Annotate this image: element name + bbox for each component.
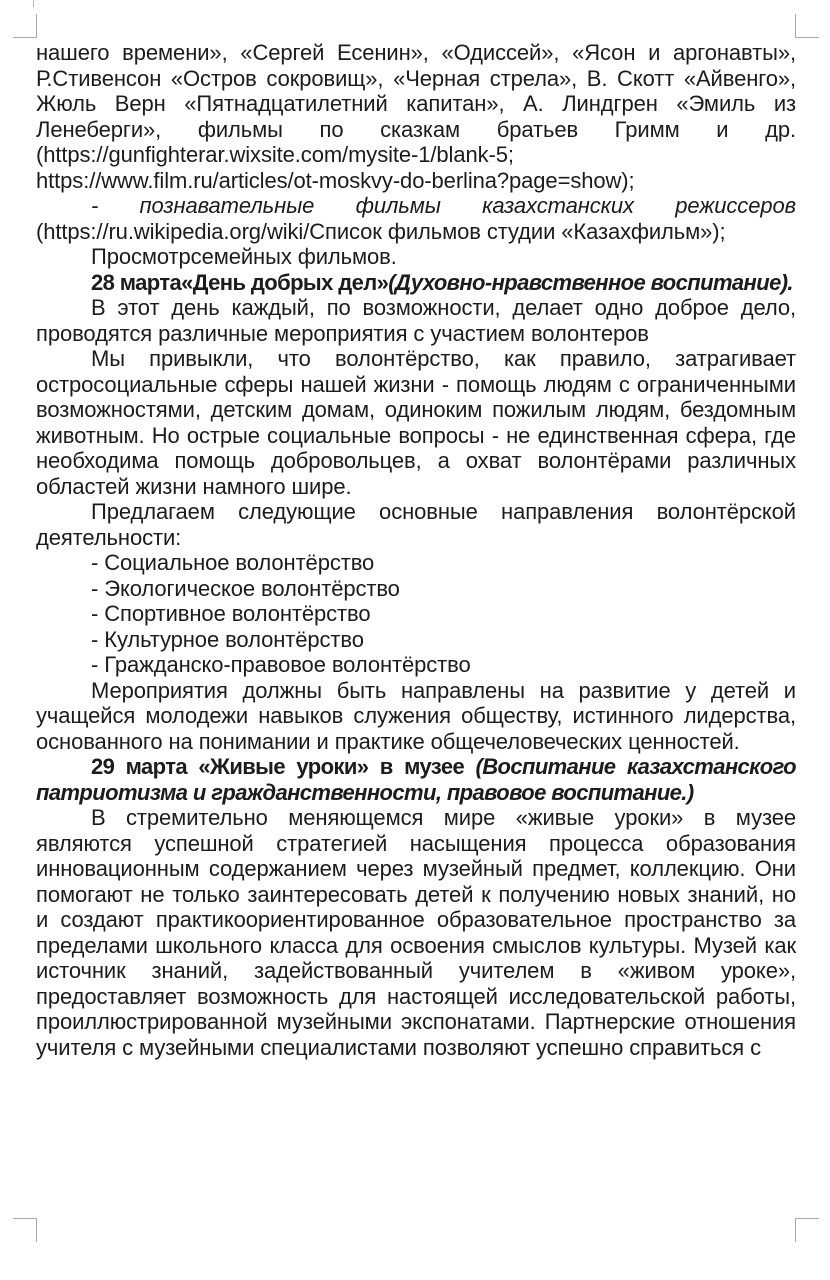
paragraph-volunteering-directions-lead: Предлагаем следующие основные направления волонтёрской деятельности: — [36, 499, 796, 550]
text-boundary-mark-bottom-right — [795, 1218, 819, 1242]
heading-march-29-subtitle: (Воспитание казахстанского патриотизма и гражданственности, правовое воспитание.) — [36, 754, 797, 805]
paragraph-films-list-continuation: нашего времени», «Сергей Есенин», «Одиссей», «Ясон и аргонавты», Р.Стивенсон «Остров сокровищ», «Черная стрела», В. Скотт «Айвенго», Жюль Верн «Пятнадцатилетний капитан», А. Линдгрен «Эмиль из Ленеберги», фильмы по сказкам братьев Гримм и др. (https://gunfighterar.wixsite.com/mysite-1/blank-5; https://www.film.ru/articles/ot-moskvy-do-berlina?page=show); — [36, 40, 796, 193]
heading-march-29 — [36, 754, 796, 805]
previous-page-boundary-tick — [33, 0, 34, 7]
text-boundary-mark-bottom-left — [13, 1218, 37, 1242]
educational-films-link-text: (https://ru.wikipedia.org/wiki/Список фильмов студии «Казахфильм»); — [36, 218, 726, 244]
paragraph-events-goal: Мероприятия должны быть направлены на развитие у детей и учащейся молодежи навыков служения обществу, истинного лидерства, основанного на понимании и практике общечеловеческих ценностей. — [36, 677, 796, 754]
text-boundary-mark-top-right — [795, 14, 819, 38]
list-item-cultural-volunteering: - Культурное волонтёрство — [91, 626, 364, 652]
paragraph-family-films: Просмотрсемейных фильмов. — [91, 244, 397, 269]
paragraph-good-deeds-intro: В этот день каждый, по возможности, делает одно доброе дело, проводятся различные мероприятия с участием волонтеров — [36, 295, 796, 346]
list-item-social-volunteering: - Социальное волонтёрство — [91, 550, 375, 575]
list-item-civil-law-volunteering: - Гражданско-правовое волонтёрство — [91, 652, 471, 677]
document-content — [36, 40, 796, 1060]
text-boundary-mark-top-left — [13, 14, 37, 38]
paragraph-volunteering-overview: Мы привыкли, что волонтёрство, как правило, затрагивает остросоциальные сферы нашей жизни - помощь людям с ограниченными возможностями, детским домам, одиноким пожилым людям, бездомным животным. Но острые социальные вопросы - не единственная сфера, где необходима помощь добровольцев, а охват волонтёрами различных областей жизни намного шире. — [36, 346, 796, 499]
paragraph-museum-lessons: В стремительно меняющемся мире «живые уроки» в музее являются успешной стратегией насыщения процесса образования инновационным содержанием через музейный предмет, коллекцию. Они помогают не только заинтересовать детей к получению новых знаний, но и создают практикоориентированное образовательное пространство за пределами школьного класса для освоения смыслов культуры. Музей как источник знаний, задействованный учителем в «живом уроке», предоставляет возможность для настоящей исследовательской работы, проиллюстрированной музейными экспонатами. Партнерские отношения учителя с музейными специалистами позволяют успешно справиться с — [36, 805, 796, 1060]
list-item-sport-volunteering: - Спортивное волонтёрство — [91, 601, 371, 626]
heading-march-29-title: 29 марта «Живые уроки» в музее — [91, 754, 476, 779]
paragraph-educational-films — [36, 193, 796, 244]
heading-march-28-subtitle: (Духовно-нравственное воспитание). — [388, 269, 793, 295]
heading-march-28 — [36, 270, 796, 296]
educational-films-italic-lead: - познавательные фильмы казахстанских режиссеров — [91, 193, 796, 218]
heading-march-28-title: 28 марта«День добрых дел» — [91, 269, 389, 295]
list-item-ecological-volunteering: - Экологическое волонтёрство — [91, 575, 400, 601]
